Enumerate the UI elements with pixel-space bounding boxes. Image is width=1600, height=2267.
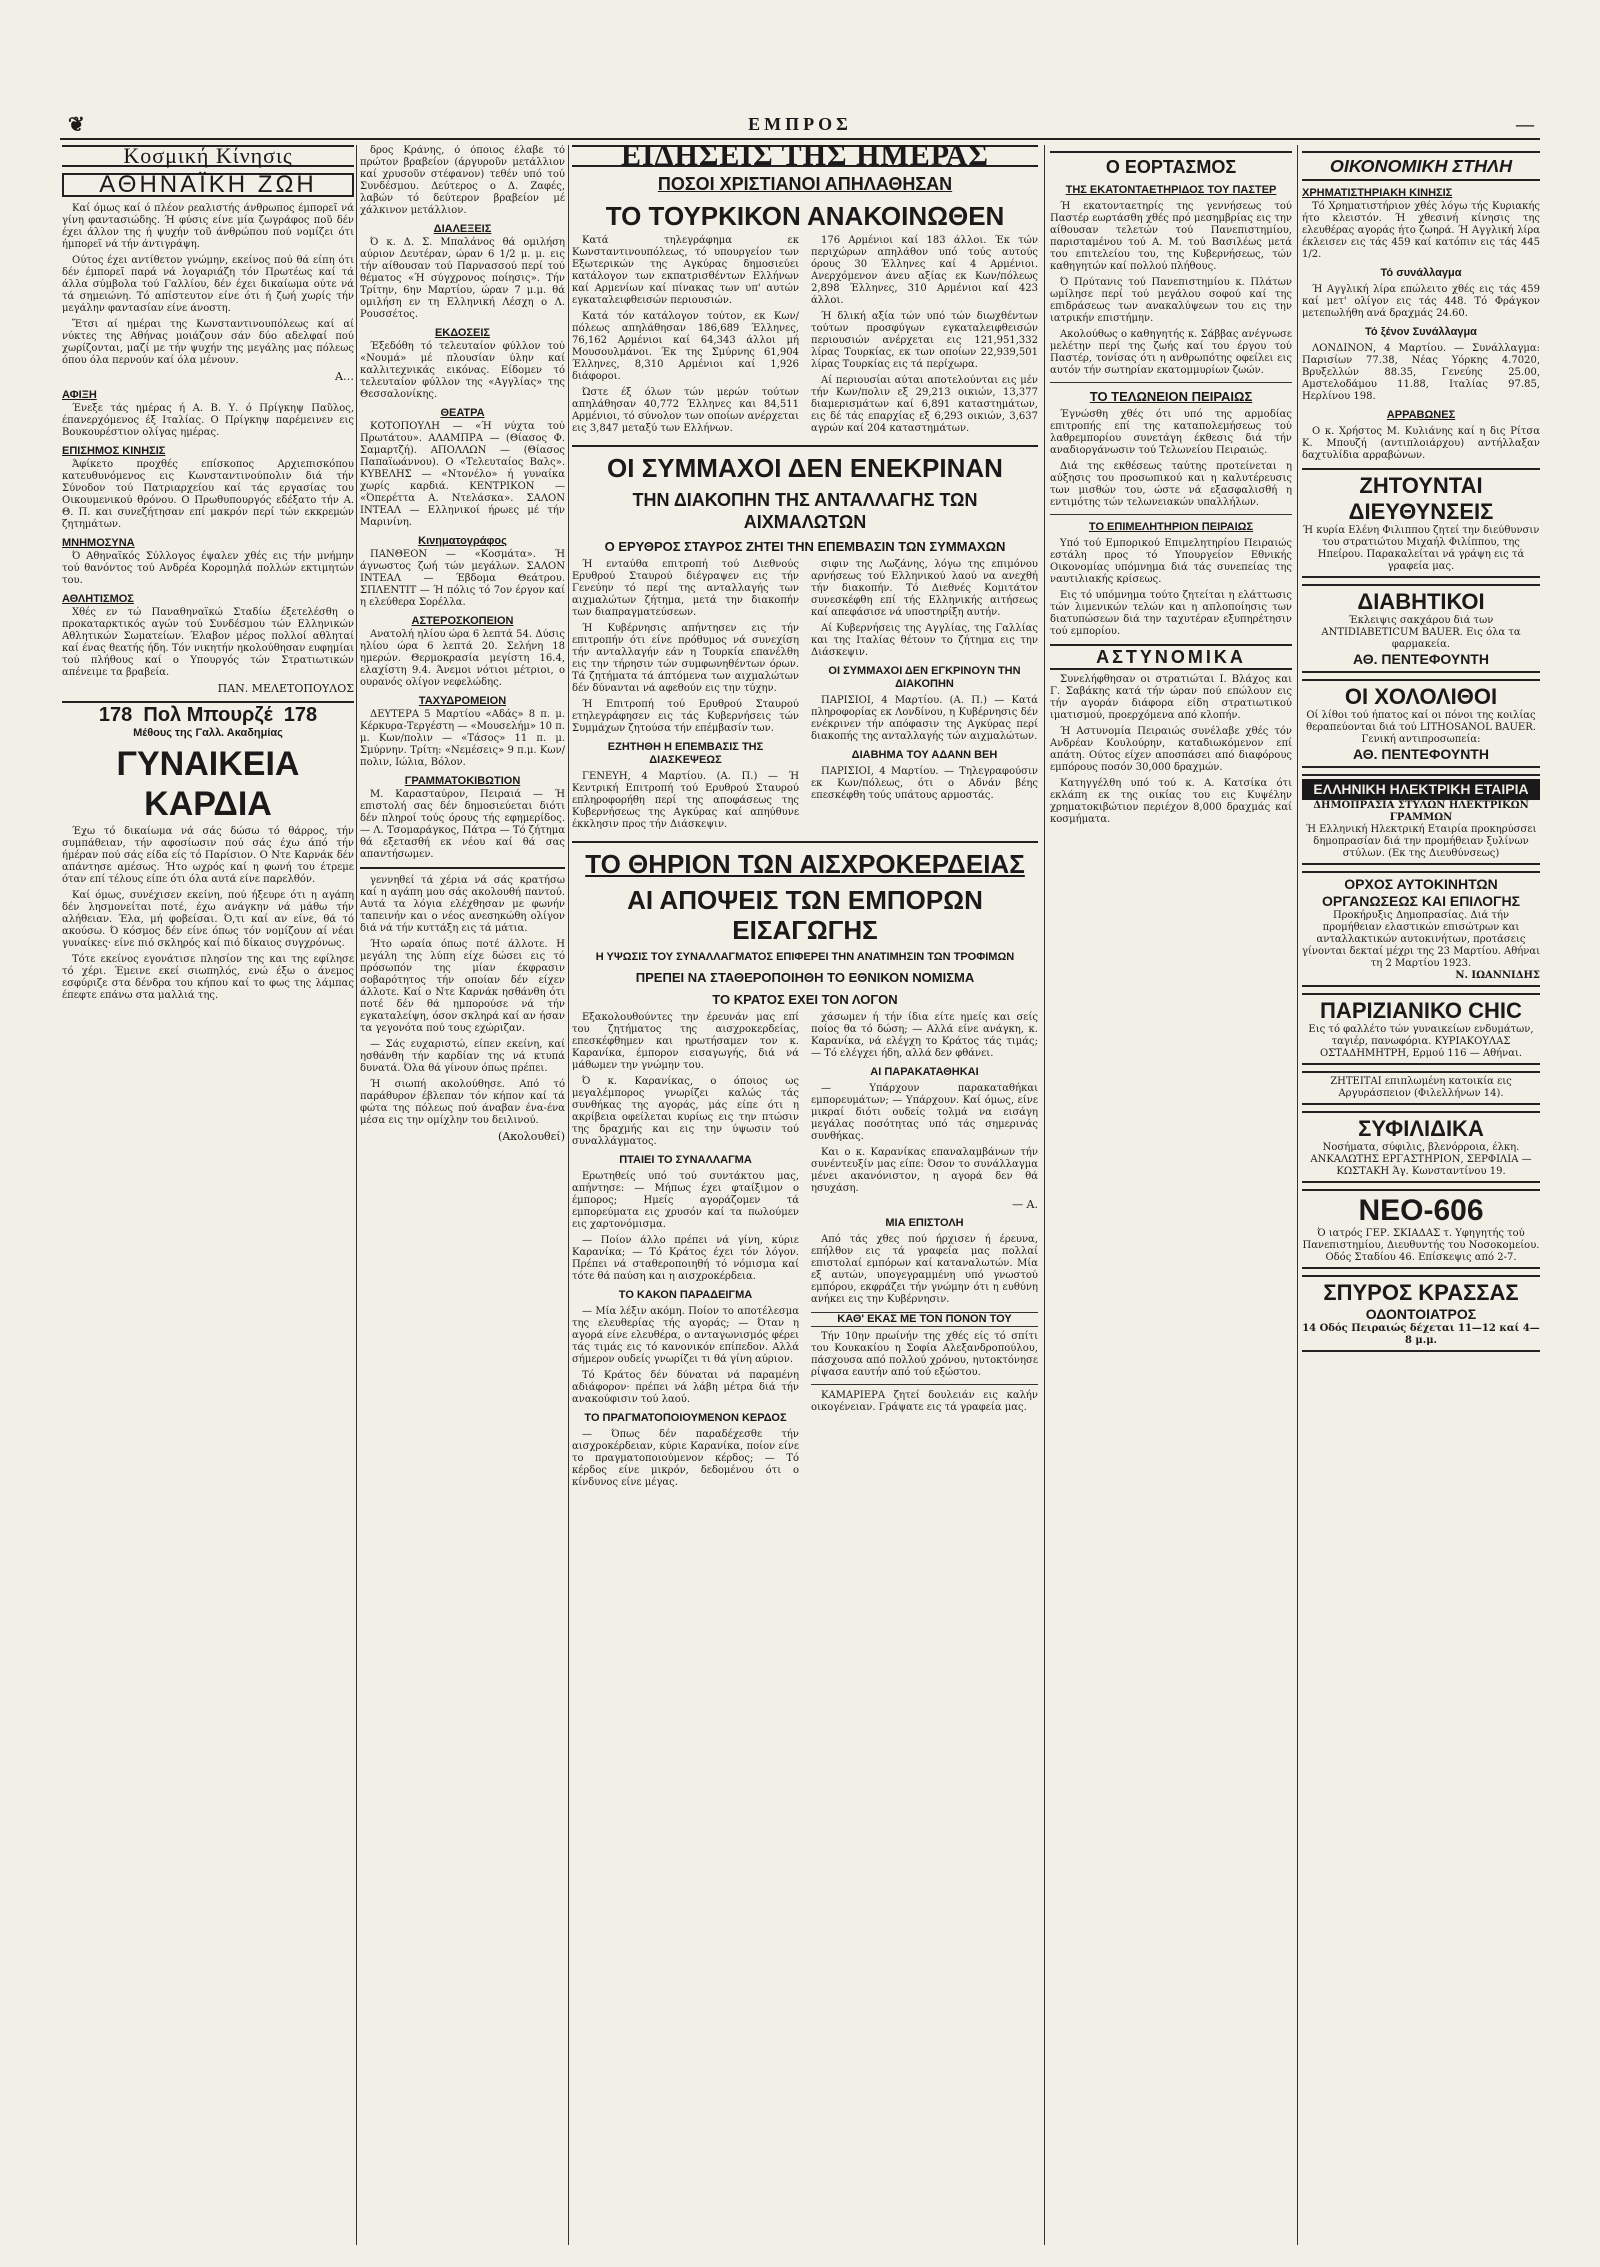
sports-signature: ΠΑΝ. ΜΕΛΕΤΟΠΟΥΛΟΣ bbox=[217, 682, 354, 695]
essay-paragraph: Ἔτσι αί ημέραι της Κωνσταντινουπόλεως καί αί νύκτες της Αθήνας μοιάζουν σάν δύο αδελφαί πού χωρίζονται, μαζί με τήν ψυχήν της μεγάλης μας πόλεως όπου όλα περνούν καί όλα μένουν. bbox=[62, 319, 354, 366]
lead-paragraph: Αί περιουσίαι αύται αποτελούνται εις μέν τήν Κων/πολιν εξ 29,213 οικιών, 13,377 διαμερισμάτων καί 6,891 καταστημάτων, εις δέ τάς επαρχίας εξ 6,293 οικιών, 3,637 αγρών καί 204 καταστημάτων. bbox=[811, 375, 1038, 434]
section-text: Έξεδόθη τό τελευταίον φύλλον τού «Νουμά» μέ πλουσίαν ύλην καί καλλιτεχνικάς εικόνας. Είδομεν τό τελευταίον φύλλον της «Αγγλίας» της Θεσσαλονίκης. bbox=[360, 341, 565, 400]
story-paragraph: Ερωτηθείς υπό τού συντάκτου μας, απήντησε: — Μήπως έχει φταίξιμον ο έμπορος; Ημείς αγοράζομεν τά εμπορεύματα εις χρυσόν καί τα πωλούμεν εις χαρτονόμισμα. bbox=[572, 1171, 799, 1230]
profiteering-deck: ΠΡΕΠΕΙ ΝΑ ΣΤΑΘΕΡΟΠΟΙΗΘΗ ΤΟ ΕΘΝΙΚΟΝ ΝΟΜΙΣΜΑ bbox=[635, 970, 975, 985]
advertisement bbox=[1302, 993, 1540, 1065]
section-title: Τό ξένον Συνάλλαγμα bbox=[1365, 326, 1477, 338]
ad-title: ΝΕΟ-606 bbox=[1358, 1194, 1484, 1227]
pasteur-paragraph: Ή εκατονταετηρίς της γεννήσεως τού Παστέρ εωρτάσθη χθές πρό μεσημβρίας εις την αίθουσαν τελετών τού Πανεπιστημίου, παρισταμένου τού Α. Μ. τού Βασιλέως μετά του επιτελείου του, της Κυβερνήσεως, τών καθηγητών καί πολλού πλήθους. bbox=[1050, 201, 1292, 272]
pasteur-headline: Ο ΕΟΡΤΑΣΜΟΣ bbox=[1050, 151, 1292, 178]
customs-paragraph: Διά της εκθέσεως ταύτης προτείνεται η αύξησις του προσωπικού και η καλυτέρευσις των μισθών του, ώστε νά εξασφαλισθή η εντιμότης τών τελωνειακών υπαλλήλων. bbox=[1050, 461, 1292, 508]
divider bbox=[572, 445, 1038, 447]
column-rule bbox=[1044, 145, 1045, 2245]
section-text: Ό κ. Δ. Σ. Μπαλάνος θά ομιλήση αύριον Δευτέραν, ώραν 6 1/2 μ. μ. εις τήν αίθουσαν τού Παρνασσού περί τού θέματος «Ή σύγχρονος ποίησις». Τήν Τρίτην, 6ην Μαρτίου, ώραν 7 μ.μ. θά ομιλήση εν τη Ελληνική Λέσχη ο Λ. Ρουσσέτος. bbox=[360, 237, 565, 320]
economy-paragraph: ΛΟΝΔΙΝΟΝ, 4 Μαρτίου. — Συνάλλαγμα: Παρισίων 77.38, Νέας Υόρκης 4.7020, Βρυξελλών 88.35, Γενεύης 25.00, Αμστελοδάμου 11.88, Ιταλίας 97.85, Ηερλίνου 198. bbox=[1302, 343, 1540, 402]
story-paragraph: — Ποίον άλλο πρέπει νά γίνη, κύριε Καρανίκα; — Τό Κράτος έχει τόν λόγον. Πρέπει νά σταθεροποιηθή τό νόμισμα καί τότε θά παύση και η αισχροκέρδεια. bbox=[572, 1235, 799, 1282]
serial-paragraph: — Σάς ευχαριστώ, είπεν εκείνη, καί ησθάνθη τήν καρδίαν της νά κτυπά δυνατά. Όλα θά γίνουν όπως πρέπει. bbox=[360, 1039, 565, 1074]
story-paragraph: — Μία λέξιν ακόμη. Ποίον το αποτέλεσμα της ελευθερίας τής αγοράς; — Όταν η αγορά είνε ελευθέρα, ο ανταγωνισμός φέρει τάς τιμάς εις τό κανονικόν επίπεδον. Αλλά σήμερον ουδείς γνωρίζει τι θά γίνη αύριον. bbox=[572, 1306, 799, 1365]
essay-paragraph: Ούτος έχει αντίθετον γνώμην, εκείνος πού θά είπη ότι δέν έμπορεῖ παρά νά λογαριάζη τόν Πρωτέως καί τά άλλα σύμβολα τού Γαλλίου, δέν έχει δικαίωμα ούτε νά τά σημειώνη. Τό απίστευτον είνε ότι ή ζωή χωρίς τήν μεγάλην φαντασίαν είνε άνοστη. bbox=[62, 255, 354, 314]
police-paragraph: Κατηγγέλθη υπό τού κ. Α. Κατσίκα ότι εκλάπη εκ της οικίας του εις Κυψέλην χρηματοκιβώτιον περιέχον 8,000 δραχμάς καί κοσμήματα. bbox=[1050, 778, 1292, 825]
serial-paragraph: Ήτο ωραία όπως ποτέ άλλοτε. Η μεγάλη της λύπη είχε δώσει εις τό πρόσωπόν της μίαν έκφρασιν σοβαρότητος τήν οποίαν δέν είχεν άλλοτε. Καί ο Ντε Καρνάκ ησθάνθη ότι ποτέ δέν θά ημπορούσε νά τήν εγκαταλείψη, όσον σκληρά καί αν ήσαν τα γεγονότα πού τους εχώριζαν. bbox=[360, 939, 565, 1034]
section-title: ΧΡΗΜΑΤΙΣΤΗΡΙΑΚΗ ΚΙΝΗΣΙΣ bbox=[1302, 187, 1453, 199]
intro-paragraph: δρος Κράνης, ό όποιος έλαβε τό πρώτον βραβείον (άργυροῦν μετάλλιον καί χρυσοῦν στέφανον) τεθέν υπό τού Συνδέσμου. Δεύτερος ο Δ. Ζαφές, λαβών τό δεύτερον βραβείον μέ χάλκινον μετάλλιον. bbox=[360, 145, 565, 216]
newspaper-name: ΕΜΠΡΟΣ bbox=[748, 114, 852, 134]
story-paragraph: Και ο κ. Καρανίκας επαναλαμβάνων τήν συνέντευξίν μας είπε: Όσον το συνάλλαγμα μένει ακανόνιστον, η αγορά δεν θά ησυχάση. bbox=[811, 1147, 1038, 1194]
lead-headline: ΤΟ ΤΟΥΡΚΙΚΟΝ ΑΝΑΚΟΙΝΩΘΕΝ bbox=[605, 201, 1005, 231]
section-title: ΑΡΡΑΒΩΝΕΣ bbox=[1386, 409, 1456, 421]
serial-paragraph: γεννηθεί τά χέρια νά σάς κρατήσω καί η αγάπη μου σάς ακολουθή παντού. Αυτά τα λόγια ελέχθησαν με φωνήν ταπεινήν και ο νέος ανεσηκώθη ολίγον διά νά τήν κυττάξη εις τά μάτια. bbox=[360, 875, 565, 934]
masthead-mark: — bbox=[1516, 114, 1534, 134]
allies-paragraph: ΓΕΝΕΥΗ, 4 Μαρτίου. (Α. Π.) — Ή Κεντρική Επιτροπή τού Ερυθρού Σταυρού επληροφορήθη περί της αποφάσεως της Κυβερνήσεως της Αγκύρας καί απηύθυνε έκκλησιν προς τήν Διάσκεψιν. bbox=[572, 771, 799, 830]
wanted-notice bbox=[1302, 468, 1540, 578]
engagement-paragraph: Ο κ. Χρήστος Μ. Κυλιάνης καί η δις Ρίτσα Κ. Μπουζή (αντιπλοιάρχου) αντήλλαξαν δαχτυλίδια αρραβώνων. bbox=[1302, 426, 1540, 461]
section-text: ΚΟΤΟΠΟΥΛΗ — «Ή νύχτα τού Πρωτάτου». ΑΛΑΜΠΡΑ — (Θίασος Φ. Σαμαρτζή). ΑΠΟΛΛΩΝ — (Θίασος Παπαϊωάννου). Ο «Τελευταίος Βαλς». ΚΥΒΕΛΗΣ — «Ντονέλο» ή γυναίκα χωρίς καρδιά. ΚΕΝΤΡΙΚΟΝ — «Όπερέττα Α. Ντελάσκα». ΣΑΛΟΝ ΙΝΤΕΑΛ — Ελληνικοί ήρωες μέ τήν Μαρινίνη. bbox=[360, 421, 565, 528]
serial-title: ΓΥΝΑΙΚΕΙΑ ΚΑΡΔΙΑ bbox=[116, 745, 300, 823]
serial-byline bbox=[62, 704, 354, 726]
section-title: ΓΡΑΜΜΑΤΟΚΙΒΩΤΙΟΝ bbox=[404, 775, 521, 787]
lead-paragraph: Ώστε έξ όλων τών μερών τούτων απηλάθησαν 40,772 Έλληνες και 84,511 Αρμένιοι, τό σύνολον των οποίων ανέρχεται εις 3,847 μεταξύ των Ελλήνων. bbox=[572, 387, 799, 434]
ad-title: ΟΡΧΟΣ ΑΥΤΟΚΙΝΗΤΩΝ bbox=[1344, 876, 1498, 892]
ad-seller: ΑΘ. ΠΕΝΤΕΦΟΥΝΤΗ bbox=[1353, 651, 1489, 667]
ad-title: ΕΛΛΗΝΙΚΗ ΗΛΕΚΤΡΙΚΗ ΕΤΑΙΡΙΑ bbox=[1302, 779, 1540, 800]
lead-paragraph: 176 Αρμένιοι καί 183 άλλοι. Έκ τών περιχώρων απηλάθον υπό τούς αυτούς όρους 30 Έλληνες καί 4 Αρμένιοι. Ανερχόμενον άνευ αξίας εκ Κων/πόλεως 2,898 Έλληνες, 310 Αρμένιοι καί 423 άλλοι. bbox=[811, 235, 1038, 306]
classified-ad: ΚΑΜΑΡΙΕΡΑ ζητεί δουλειάν εις καλήν οικογένειαν. Γράψατε εις τά γραφεία μας. bbox=[811, 1390, 1038, 1413]
story-paragraph: — Υπάρχουν παρακαταθήκαι εμπορευμάτων; — Υπάρχουν. Καί όμως, είνε μικραί διότι ουδείς τολμά να εισάγη μεγάλας ποσότητας υπό τάς σημερινάς συνθήκας. bbox=[811, 1083, 1038, 1142]
society-banner: Κοσμική Κίνησις bbox=[62, 145, 354, 167]
police-banner: ΑΣΤΥΝΟΜΙΚΑ bbox=[1050, 644, 1292, 670]
section-title: ΕΚΔΟΣΕΙΣ bbox=[434, 327, 491, 339]
chamber-paragraph: Εις τό υπόμνημα τούτο ζητείται η ελάττωσις τών λιμενικών τελών και η απλοποίησις των διατυπώσεων διά την ταχυτέραν εξυπηρέτησιν τού εμπορίου. bbox=[1050, 590, 1292, 637]
ad-signature: Ν. ΙΩΑΝΝΙΔΗΣ bbox=[1455, 970, 1540, 981]
section-title: ΘΕΑΤΡΑ bbox=[440, 407, 485, 419]
ad-text: Νοσήματα, σύφιλις, βλενόρροια, έλκη. ΑΝΚΑΛΩΤΗΣ ΕΡΓΑΣΤΗΡΙΟΝ, ΣΕΡΦΙΛΙΑ — ΚΩΣΤΑΚΗ Άγ. Κωνσταντίνου 19. bbox=[1310, 1142, 1532, 1177]
serial-paragraph: Ή σιωπή ακολούθησε. Από τό παράθυρον έβλεπαν τόν κήπον καί τά φώτα της πόλεως πού άναβαν ένα-ένα μέσα εις την ομίχλην του δειλινού. bbox=[360, 1079, 565, 1126]
advertisement bbox=[1302, 1189, 1540, 1269]
masthead bbox=[60, 112, 1540, 140]
section-title: ΑΦΙΞΗ bbox=[62, 389, 97, 401]
story-minor-head: ΠΤΑΙΕΙ ΤΟ ΣΥΝΑΛΛΑΓΜΑ bbox=[619, 1154, 752, 1166]
advertisement bbox=[1302, 679, 1540, 768]
allies-subheadline: ΤΗΝ ΔΙΑΚΟΠΗΝ ΤΗΣ ΑΝΤΑΛΛΑΓΗΣ ΤΩΝ ΑΙΧΜΑΛΩΤΩΝ bbox=[632, 490, 978, 532]
allies-paragraph: Ή Κυβέρνησις απήντησεν εις τήν επιτροπήν ότι είνε πρόθυμος νά συνεχίση τήν ανταλλαγήν εάν η Τουρκία επανέλθη εις την τήρησιν τών συμφωνηθέντων όρων. Τά ζητήματα τά άπτόμενα των αιχμαλώτων δέν δύνανται νά αφεθούν εις την τύχην. bbox=[572, 623, 799, 694]
section-title: Κινηματογράφος bbox=[418, 535, 507, 547]
story-paragraph: Τήν 10ην πρωίνήν της χθές είς τό σπίτι του Κουκακίου η Σοφία Αλεξανδροπούλου, πάσχουσα από πολλού χρόνου, ηυτοκτόνησε ρίψασα εαυτήν από τού εξώστου. bbox=[811, 1331, 1038, 1378]
section-text: Ανατολή ηλίου ώρα 6 λεπτά 54. Δύσις ηλίου ώρα 6 λεπτά 20. Σελήνη 18 ημερών. Θερμοκρασία μεγίστη 16.4, ελαχίστη 9.4. Άνεμοι νότιοι μέτριοι, ο ουρανός ολίγον νεφελώδης. bbox=[360, 629, 565, 688]
section-text: Άφίκετο προχθές επίσκοπος Αρχιεπισκόπου κατευθυνόμενος εις Κωνσταντινούπολιν διά τήν Σύνοδον τού Πατριαρχείου καί τάς εργασίας του Οικουμενικού θρόνου. Ο Πρωθυπουργός εδέξατο τήν Α. Θ. Π. και συνεζήτησαν επί μακρόν περί τών εκκρεμών ζητημάτων. bbox=[62, 459, 354, 530]
serial-number: 178 bbox=[283, 704, 318, 726]
story-paragraph: Από τάς χθες πού ήρχισεν ή έρευνα, επήλθον εις τά γραφεία μας πολλαί επιστολαί εμπόρων καί καταναλωτών. Μία εξ αυτών, υπογεγραμμένη υπό γνωστού εμπόρου, εκφράζει τήν γνώμην ότι η ευθύνη ανήκει εις την Κυβέρνησιν. bbox=[811, 1234, 1038, 1305]
ad-title: ΔΙΑΒΗΤΙΚΟΙ bbox=[1357, 589, 1485, 614]
profiteering-deck: Η ΥΨΩΣΙΣ ΤΟΥ ΣΥΝΑΛΛΑΓΜΑΤΟΣ ΕΠΙΦΕΡΕΙ ΤΗΝ ΑΝΑΤΙΜΗΣΙΝ ΤΩΝ ΤΡΟΦΙΜΩΝ bbox=[595, 951, 1015, 963]
advertisement bbox=[1302, 871, 1540, 987]
profiteering-subheadline: ΑΙ ΑΠΟΨΕΙΣ ΤΩΝ ΕΜΠΟΡΩΝ ΕΙΣΑΓΩΓΗΣ bbox=[627, 885, 983, 945]
essay-paragraph: Καί όμως καί ό πλέον ρεαλιστής άνθρωπος έμπορεῖ νά γίνη φαντασιώδης. Ή φύσις είνε μία ζωγράφος ποῦ δέν έχει άλλον της ή ψυχήν τοῦ άνθρώπου πού νομίζει ότι ήμπορεῖ νά τήν άντιγράψη. bbox=[62, 203, 354, 250]
section-title: ΑΘΛΗΤΙΣΜΟΣ bbox=[62, 593, 134, 605]
profiteering-deck: ΤΟ ΚΡΑΤΟΣ ΕΧΕΙ ΤΟΝ ΛΟΓΟΝ bbox=[712, 992, 898, 1007]
section-text: Χθές εν τώ Παναθηναϊκώ Σταδίω έξετελέσθη ο προκαταρκτικός αγών τού Συνδέσμου τών Ελληνικών Αθλητικών Σωματείων. Έλαβον μέρος πολλοί αθληταί καί ένας θεατής ήδη. Τόν νικητήν ηκολούθησαν ευφημίαι τού πλήθους καί ο Υπουργός τών Στρατιωτικών απένειμε τα βραβεία. bbox=[62, 607, 354, 678]
divider bbox=[1050, 382, 1292, 383]
chamber-headline: ΤΟ ΕΠΙΜΕΛΗΤΗΡΙΟΝ ΠΕΙΡΑΙΩΣ bbox=[1088, 521, 1254, 533]
story-paragraph: — Όπως δέν παραδέχεσθε τήν αισχροκέρδειαν, κύριε Καρανίκα, ποίον είνε το πραγματοποιούμενον κέρδος; — Τό κέρδος είνε μικρόν, δεδομένου ότι ο κίνδυνος είνε μέγας. bbox=[572, 1429, 799, 1488]
serial-author: Πολ Μπουρζέ bbox=[143, 704, 273, 726]
ad-text: Εις τό φαλλέτο τών γυναικείων ενδυμάτων, ταγιέρ, πανωφόρια. ΚΥΡΙΑΚΟΥΛΑΣ ΟΣΤΑΔΗΜΗΤΡΗ, Ερμού 116 — Αθήναι. bbox=[1308, 1024, 1534, 1059]
section-text: Μ. Καρασταύρον, Πειραιά — Ή επιστολή σας δέν δημοσιεύεται διότι δέν πληροί τούς όρους τής εφημερίδος. — Λ. Τσομαράγκος, Πάτρα — Τό ζήτημα θά εξετασθή εκ νέου καί θά σας απαντήσωμεν. bbox=[360, 789, 565, 860]
column-news bbox=[572, 145, 1038, 2245]
serial-paragraph: Έχω τό δικαίωμα νά σάς δώσω τό θάρρος, τήν συμπάθειαν, τήν αφοσίωσιν πού σάς έχω άπό τήν ήμέραν πού σάς είδα είς τό Παρίσιον. Ο Ντε Καρνάκ δέν απάντησε αμέσως. Ήτο ωχρός καί η φωνή του έτρεμε όταν επί τέλους είπε ότι όλα αυτά είνε παρελθόν. bbox=[62, 826, 354, 885]
serial-paragraph: Τότε εκείνος εγονάτισε πλησίον της και της εφίλησε τό χέρι. Έμεινε εκεί σιωπηλός, ενώ έξω ο άνεμος εσφύριζε στα δένδρα του κήπου καί το φως της λάμπας έπεφτε επάνω στα μαλλιά της. bbox=[62, 954, 354, 1001]
column-rule bbox=[568, 145, 569, 2245]
athens-life-title: ΑΘΗΝΑΪΚΗ ΖΩΗ bbox=[62, 173, 354, 197]
section-title: ΔΙΑΛΕΞΕΙΣ bbox=[433, 223, 492, 235]
profiteering-headline: ΤΟ ΘΗΡΙΟΝ ΤΩΝ ΑΙΣΧΡΟΚΕΡΔΕΙΑΣ bbox=[585, 849, 1025, 879]
pasteur-paragraph: Ακολούθως ο καθηγητής κ. Σάββας ανέγνωσε μελέτην περί της ζωής καί του έργου τού Παστέρ, τονίσας ότι η ανθρωπότης οφείλει εις αυτόν τήν σωτηρίαν εκατομμυρίων ζωών. bbox=[1050, 329, 1292, 376]
advertisement bbox=[1302, 774, 1540, 865]
story-signature: — Α. bbox=[1012, 1198, 1038, 1211]
allies-paragraph: σιφιν της Λωζάνης, λόγω της επιμόνου αρνήσεως τού Ελληνικού λαού να ανεχθή τήν διακοπήν. Τό Διεθνές Κομιτάτον συνεσκέφθη επί τής Ελληνικής αιτήσεως καί απεφάσισε νά υποστηρίξη αυτήν. bbox=[811, 559, 1038, 618]
section-title: Τό συνάλλαγμα bbox=[1380, 267, 1462, 279]
allies-headline: ΟΙ ΣΥΜΜΑΧΟΙ ΔΕΝ ΕΝΕΚΡΙΝΑΝ bbox=[607, 453, 1003, 483]
column-announcements bbox=[360, 145, 565, 2245]
economy-paragraph: Ή Αγγλική λίρα επώλειτο χθές εις τάς 459 καί μετ' ολίγον εις τάς 448. Τό Φράγκον μετεπωλήθη ανά δραχμάς 24.60. bbox=[1302, 284, 1540, 319]
ad-subtitle: ΟΔΟΝΤΟΙΑΤΡΟΣ bbox=[1365, 1306, 1477, 1322]
ad-text: Προκήρυξις Δημοπρασίας. Διά τήν προμήθειαν ελαστικών επισώτρων και ανταλλακτικών αυτοκινήτων, προτάσεις γίνονται δεκταί μέχρι της 23 Μαρτίου. Αθήναι τη 2 Μαρτίου 1923. bbox=[1302, 910, 1540, 969]
divider bbox=[360, 867, 565, 869]
lead-kicker: ΠΟΣΟΙ ΧΡΙΣΤΙΑΝΟΙ ΑΠΗΛΑΘΗΣΑΝ bbox=[657, 174, 953, 194]
ad-text: Ή Ελληνική Ηλεκτρική Εταιρία προκηρύσσει δημοπρασίαν διά την προμήθειαν ξυλίνων στύλων. (Εκ της Διευθύνσεως) bbox=[1305, 824, 1537, 859]
ad-text: Ό ιατρός ΓΕΡ. ΣΚΙΑΔΑΣ τ. Υφηγητής τού Πανεπιστημίου, Διευθυντής του Νοσοκομείου. Οδός Σταδίου 46. Επίσκεψις από 2-7. bbox=[1302, 1228, 1540, 1263]
divider bbox=[811, 1384, 1038, 1385]
economy-paragraph: Τό Χρηματιστήριον χθές λόγω τής Κυριακής ήτο κλειστόν. Ή χθεσινή κίνησις της ελευθέρας αγοράς ήτο ζωηρά. Ή Αγγλική λίρα έκλεισεν εις τάς 459 καί κατόπιν εις τάς 445 1/2. bbox=[1302, 201, 1540, 260]
ad-text: ΖΗΤΕΙΤΑΙ επιπλωμένη κατοικία εις Αργυράσπειον (Φιλελλήνων 14). bbox=[1330, 1076, 1512, 1099]
serial-number: 178 bbox=[98, 704, 133, 726]
customs-paragraph: Έγνώσθη χθές ότι υπό της αρμοδίας επιτροπής επί της καταπολεμήσεως τού λαθρεμπορίου συνετάγη έκθεσις διά τήν αναδιοργάνωσιν τού Τελωνείου Πειραιώς. bbox=[1050, 409, 1292, 456]
allies-minor-head: ΕΖΗΤΗΘΗ Η ΕΠΕΜΒΑΣΙΣ ΤΗΣ ΔΙΑΣΚΕΨΕΩΣ bbox=[607, 741, 764, 766]
advertisement bbox=[1302, 1071, 1540, 1105]
ad-text: Έκλειψις σακχάρου διά των ANTIDIABETICUM BAUER. Εις όλα τα φαρμακεία. bbox=[1321, 615, 1521, 650]
ad-text: 14 Οδός Πειραιώς δέχεται 11—12 καί 4—8 μ.μ. bbox=[1302, 1323, 1540, 1346]
section-title: ΑΣΤΕΡΟΣΚΟΠΕΙΟΝ bbox=[411, 615, 514, 627]
police-paragraph: Συνελήφθησαν οι στρατιώται Ι. Βλάχος και Γ. Σαβάκης κατά τήν ώραν πού επώλουν εις τήν αγοράν διάφορα είδη στρατιωτικού ιματισμού, προερχόμενα από κλοπήν. bbox=[1050, 674, 1292, 721]
ad-text: Οί λίθοι τού ήπατος καί οι πόνοι της κοιλίας θεραπεύονται διά τού LITHOSANOL BAUER. Γενική αντιπροσωπεία: bbox=[1306, 710, 1536, 745]
ad-subtitle: ΔΗΜΟΠΡΑΣΙΑ ΣΤΥΛΩΝ ΗΛΕΚΤΡΙΚΩΝ ΓΡΑΜΜΩΝ bbox=[1313, 800, 1529, 823]
lead-story bbox=[572, 235, 1038, 439]
news-banner: ΕΙΔΗΣΕΙΣ ΤΗΣ ΗΜΕΡΑΣ bbox=[572, 145, 1038, 167]
story-paragraph: Εξακολουθούντες την έρευνάν μας επί του ζητήματος της αισχροκερδείας, επεσκέφθημεν και ηρωτήσαμεν τον κ. Καρανίκα, έμπορον εισαγωγής, διά νά μάθωμεν την γνώμην του. bbox=[572, 1012, 799, 1071]
allies-paragraph: Ή ενταύθα επιτροπή τού Διεθνούς Ερυθρού Σταυρού διέγραψεν εις τήν Γενεύην τό περί της ανταλλαγής των αιχμαλώτων ζήτημα, μετά την διακοπήν των διαπραγματεύσεων. bbox=[572, 559, 799, 618]
story-minor-head: ΤΟ ΚΑΚΟΝ ΠΑΡΑΔΕΙΓΜΑ bbox=[618, 1289, 753, 1301]
advertisement bbox=[1302, 1111, 1540, 1183]
customs-headline: ΤΟ ΤΕΛΩΝΕΙΟΝ ΠΕΙΡΑΙΩΣ bbox=[1089, 389, 1253, 404]
ad-title: ΠΑΡΙΖΙΑΝΙΚΟ CHIC bbox=[1320, 998, 1522, 1023]
allies-subheadline: Ο ΕΡΥΘΡΟΣ ΣΤΑΥΡΟΣ ΖΗΤΕΙ ΤΗΝ ΕΠΕΜΒΑΣΙΝ ΤΩΝ ΣΥΜΜΑΧΩΝ bbox=[604, 539, 1006, 554]
lead-paragraph: Κατά τηλεγράφημα εκ Κωνσταντινουπόλεως, τό υπουργείον των Εξωτερικών της Αγκύρας δημοσιεύει κατάλογον των εκπατρισθέντων Ελλήνων καί Αρμενίων καί πίνακας των υπ' αυτών εγκαταλειφθεισών περιουσιών. bbox=[572, 235, 799, 306]
wanted-text: Ή κυρία Ελένη Φιλιππου ζητεί την διεύθυνσιν του στρατιώτου Μιχαήλ Φιλίππου, της Ηπείρου. Παρακαλείται νά γράψη εις τά γραφεία μας. bbox=[1302, 525, 1540, 572]
section-text: ΠΑΝΘΕΟΝ — «Κοσμάτα». Ή άγνωστος ζωή τών μεγάλων. ΣΑΛΟΝ ΙΝΤΕΑΛ — Έβδομα Θεάτρου. ΣΠΛΕΝΤΙΤ — Ή πόλις τό 7ον έργον καί η ελεύθερα Σορέλλα. bbox=[360, 549, 565, 608]
ad-seller: ΑΘ. ΠΕΝΤΕΦΟΥΝΤΗ bbox=[1353, 746, 1489, 762]
section-title: ΤΑΧΥΔΡΟΜΕΙΟΝ bbox=[418, 695, 507, 707]
wanted-title: ΖΗΤΟΥΝΤΑΙ ΔΙΕΥΘΥΝΣΕΙΣ bbox=[1348, 473, 1494, 524]
column-society bbox=[62, 145, 354, 2245]
story-paragraph: χάσωμεν ή τήν ίδια είτε ημείς και σείς ποίος θα τό δώση; — Αλλά είνε ανάγκη, κ. Καρανίκα, νά ελέγχη το Κράτος τάς τιμάς; — Τό ελέγχει ήδη, αλλά δεν φθάνει. bbox=[811, 1012, 1038, 1059]
story-paragraph: Τό Κράτος δέν δύναται νά παραμένη αδιάφορον· πρέπει νά λάβη μέτρα διά τήν ανακούφισιν τού λαού. bbox=[572, 1370, 799, 1405]
section-text: Ό Αθηναϊκός Σύλλογος έψαλεν χθές εις τήν μνήμην τού θανόντος τού Ανδρέα Κορομηλά πολλών εκτιμητών του. bbox=[62, 551, 354, 586]
section-title: ΕΠΙΣΗΜΟΣ ΚΙΝΗΣΙΣ bbox=[62, 445, 166, 457]
advertisement bbox=[1302, 584, 1540, 673]
section-text: ΔΕΥΤΕΡΑ 5 Μαρτίου «Αδάς» 8 π. μ. Κέρκυρα-Τεργέστη — «Μουσελήμ» 10 π. μ. Κων/πολιν — «Τάσος» 11 π. μ. Σμύρνην. Τρίτη: «Νεμέσεις» 9 π.μ. Κων/πολιν, Ιώλια, Βόλον. bbox=[360, 709, 565, 768]
allies-paragraph: ΠΑΡΙΣΙΟΙ, 4 Μαρτίου. — Τηλεγραφούσιν εκ Κων/πόλεως, ότι ο Αδνάν βέης επεσκέφθη τούς υπάτους αρμοστάς. bbox=[811, 766, 1038, 801]
story-minor-head: ΜΙΑ ΕΠΙΣΤΟΛΗ bbox=[885, 1217, 964, 1229]
column-rule bbox=[356, 145, 357, 2245]
ornament-icon: ❦ bbox=[68, 114, 85, 136]
ad-subtitle: ΟΡΓΑΝΩΣΕΩΣ ΚΑΙ ΕΠΙΛΟΓΗΣ bbox=[1322, 893, 1520, 909]
divider bbox=[1050, 514, 1292, 515]
story-minor-head: ΚΑΘ' ΕΚΑΣ ΜΕ ΤΟΝ ΠΟΝΟΝ ΤΟΥ bbox=[811, 1312, 1038, 1327]
ad-title: ΟΙ ΧΟΛΟΛΙΘΟΙ bbox=[1344, 684, 1498, 709]
story-minor-head: ΑΙ ΠΑΡΑΚΑΤΑΘΗΚΑΙ bbox=[870, 1066, 979, 1078]
divider bbox=[572, 841, 1038, 843]
allies-paragraph: Ή Επιτροπή τού Ερυθρού Σταυρού ετηλεγράφησεν εις τάς Κυβερνήσεις τών Συμμάχων ζητούσα τήν επέμβασίν των. bbox=[572, 699, 799, 734]
story-minor-head: ΤΟ ΠΡΑΓΜΑΤΟΠΟΙΟΥΜΕΝΟΝ ΚΕΡΔΟΣ bbox=[584, 1412, 787, 1424]
advertisement bbox=[1302, 1275, 1540, 1352]
column-pasteur bbox=[1050, 145, 1292, 2245]
allies-paragraph: ΠΑΡΙΣΙΟΙ, 4 Μαρτίου. (Α. Π.) — Κατά πληροφορίας εκ Λονδίνου, η Κυβέρνησις δέν ενέκρινεν τήν απόφασιν της Αγκύρας περί διακοπής της ανταλλαγής τών αιχμαλώτων. bbox=[811, 695, 1038, 742]
essay-signature: Α… bbox=[335, 370, 354, 383]
allies-paragraph: Αί Κυβερνήσεις της Αγγλίας, της Γαλλίας και της Ιταλίας θέτουν το ζήτημα εις την Διάσκεψιν. bbox=[811, 623, 1038, 658]
pasteur-subheadline: ΤΗΣ ΕΚΑΤΟΝΤΑΕΤΗΡΙΔΟΣ ΤΟΥ ΠΑΣΤΕΡ bbox=[1065, 184, 1277, 196]
profiteering-story bbox=[572, 1012, 1038, 1493]
ad-title: ΣΠΥΡΟΣ ΚΡΑΣΣΑΣ bbox=[1323, 1280, 1519, 1305]
lead-paragraph: Ή δλική αξία τών υπό τών διωχθέντων τούτων προσφύγων εγκαταλειφθεισών περιουσιών ανέρχεται εις 121,951,332 λίρας Τουρκίας, εκ των οποίων 22,939,501 λίρας Τουρκίας εις τά περίχωρα. bbox=[811, 311, 1038, 370]
pasteur-paragraph: Ό Πρύτανις τού Πανεπιστημίου κ. Πλάτων ωμίλησε περί τού μεγάλου σοφού καί της επιδράσεως των ανακαλύψεων του εις την ιατρικήν επιστήμην. bbox=[1050, 277, 1292, 324]
column-economy bbox=[1302, 145, 1540, 2245]
continued-note: (Ακολουθεί) bbox=[498, 1130, 565, 1143]
divider bbox=[62, 701, 354, 703]
story-paragraph: Ό κ. Καρανίκας, ο όποιος ως μεγαλέμπορος γνωρίζει καλώς τάς συνθήκας της αγοράς, μάς είπε ότι η ακρίβεια οφείλεται κυρίως εις την πτώσιν της δραχμής και εις την ύψωσιν τού συναλλάγματος. bbox=[572, 1076, 799, 1147]
police-paragraph: Ή Αστυνομία Πειραιώς συνέλαβε χθές τόν Ανδρέαν Κουλούρην, καταδιωκόμενον επί απάτη. Ούτος είχεν αποσπάσει από διαφόρους εμπόρους ποσόν 30,000 δραχμών. bbox=[1050, 726, 1292, 773]
allies-story bbox=[572, 559, 1038, 835]
allies-minor-head: ΔΙΑΒΗΜΑ ΤΟΥ ΑΔΑΝΝ ΒΕΗ bbox=[851, 749, 998, 761]
economy-headline: ΟΙΚΟΝΟΜΙΚΗ ΣΤΗΛΗ bbox=[1302, 151, 1540, 181]
column-rule bbox=[1297, 145, 1298, 2245]
serial-translator: Μέθους της Γαλλ. Ακαδημίας bbox=[133, 727, 283, 739]
chamber-paragraph: Υπό τού Εμπορικού Επιμελητηρίου Πειραιώς εστάλη προς τό Υπουργείον Εθνικής Οικονομίας υπόμνημα διά τάς συνεπείας της ναυτιλιακής κρίσεως. bbox=[1050, 538, 1292, 585]
lead-paragraph: Κατά τόν κατάλογον τούτον, εκ Κων/πόλεως απηλάθησαν 186,689 Έλληνες, 76,162 Αρμένιοι καί 64,343 άλλοι μή Μουσουλμάνοι. Έκ της Σμύρνης 61,904 Έλληνες, 8,310 Αρμένιοι καί 1,926 διάφοροι. bbox=[572, 311, 799, 382]
serial-paragraph: Καί όμως, συνέχισεν εκείνη, πού ήξευρε ότι η αγάπη δέν λησμονείται ποτέ, έχω ανάγκην νά μάθω τήν αλήθειαν. Έλα, μή φοβείσαι. Ό,τι καί αν είνε, θά τό ακούσω. Ό κόσμος δέν είνε όπως τόν νομίζουν αί νέαι γυναίκες· είνε πιό σκληρός καί πιό δίκαιος συγχρόνως. bbox=[62, 890, 354, 949]
section-title: ΜΝΗΜΟΣΥΝΑ bbox=[62, 537, 135, 549]
ad-title: ΣΥΦΙΛΙΔΙΚΑ bbox=[1358, 1116, 1484, 1141]
allies-minor-head: ΟΙ ΣΥΜΜΑΧΟΙ ΔΕΝ ΕΓΚΡΙΝΟΥΝ ΤΗΝ ΔΙΑΚΟΠΗΝ bbox=[828, 665, 1021, 690]
section-text: Ένεξε τάς ημέρας ή Α. Β. Υ. ό Πρίγκηψ Παῦλος, έπανερχόμενος έξ Ιταλίας. Ο Πρίγκηψ παρέμεινεν εις Βουκουρέστιον ολίγας ημέρας. bbox=[62, 403, 354, 438]
